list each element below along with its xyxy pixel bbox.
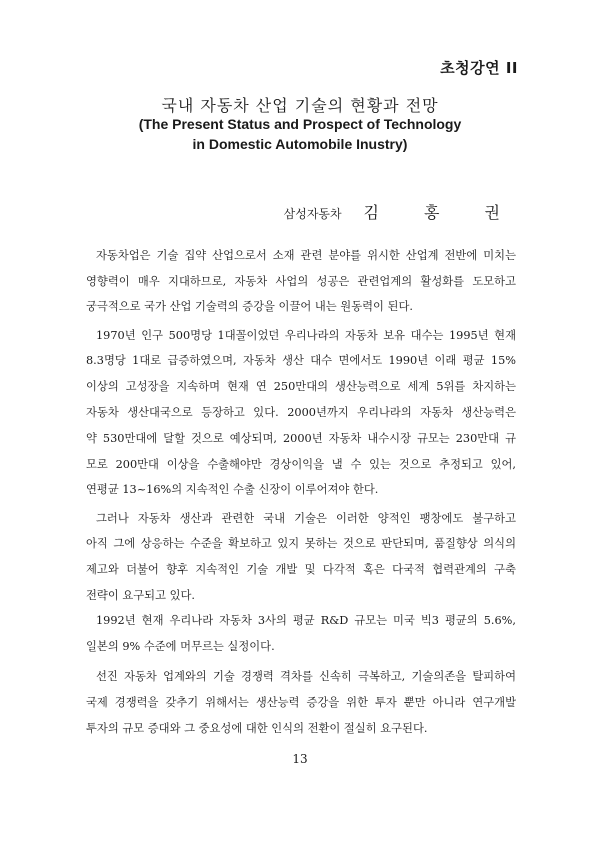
title-english-line2: in Domestic Automobile Inustry)	[192, 136, 408, 152]
page-number: 13	[292, 752, 308, 766]
paragraph-3-line-1: 그러나 자동차 생산과 관련한 국내 기술은 이러한 양적인 팽창에도 불구하고	[96, 512, 516, 525]
author-organization: 삼성자동차	[283, 207, 342, 221]
paragraph-5-line-1: 선진 자동차 업계와의 기술 경쟁력 격차를 신속히 극복하고, 기술의존을 탈피하여	[96, 670, 516, 683]
title-korean: 국내 자동차 산업 기술의 현황과 전망	[161, 96, 439, 115]
paragraph-2-line-3: 이상의 고성장을 지속하며 현재 연 250만대의 생산능력으로 세계 5위를 차지하는	[86, 380, 516, 393]
paragraph-2-line-1: 1970년 인구 500명당 1대꼴이었던 우리나라의 자동차 보유 대수는 1995년 현재	[96, 329, 516, 342]
paragraph-4-line-1: 1992년 현재 우리나라 자동차 3사의 평균 R&D 규모는 미국 빅3 평균의 5.6%,	[96, 614, 516, 627]
byline	[284, 200, 520, 223]
paragraph-2-line-7: 연평균 13~16%의 지속적인 수출 신장이 이루어져야 한다.	[86, 483, 379, 496]
paragraph-3-line-2: 아직 그에 상응하는 수준을 확보하고 있지 못하는 것으로 판단되며, 품질향상 의식의	[86, 537, 516, 550]
paragraph-5-line-3: 투자의 규모 증대와 그 중요성에 대한 인식의 전환이 절실히 요구된다.	[86, 722, 428, 735]
paragraph-2-line-5: 약 530만대에 달할 것으로 예상되며, 2000년 자동차 내수시장 규모는 230만대 규	[86, 432, 516, 445]
paragraph-1-line-3: 궁극적으로 국가 산업 기술력의 증강을 이끌어 내는 원동력이 된다.	[86, 300, 413, 313]
paragraph-4-line-2: 일본의 9% 수준에 머무르는 실정이다.	[86, 640, 275, 653]
paragraph-3-line-3: 제고와 더불어 향후 지속적인 기술 개발 및 다각적 혹은 다국적 협력관계의 구축	[86, 563, 516, 576]
title-english-line1: (The Present Status and Prospect of Technology	[138, 116, 462, 132]
paragraph-2-line-6: 모로 200만대 이상을 수출해야만 경상이익을 낼 수 있는 것으로 추정되고 있어,	[86, 458, 516, 471]
paragraph-5-line-2: 국제 경쟁력을 갖추기 위해서는 생산능력 증강을 위한 투자 뿐만 아니라 연구개발	[86, 696, 516, 709]
paragraph-2-line-4: 자동차 생산대국으로 등장하고 있다. 2000년까지 우리나라의 자동차 생산능력은	[86, 406, 516, 419]
paragraph-3-line-4: 전략이 요구되고 있다.	[86, 589, 195, 602]
section-label: 초청강연 II	[440, 59, 518, 77]
author-name: 김 홍 권	[363, 203, 520, 222]
paragraph-2-line-2: 8.3명당 1대로 급증하였으며, 자동차 생산 대수 면에서도 1990년 이래 평균 15%	[86, 354, 516, 367]
paragraph-1-line-2: 영향력이 매우 지대하므로, 자동차 사업의 성공은 관련업계의 활성화를 도모하고	[86, 275, 516, 288]
paragraph-1-line-1: 자동차업은 기술 집약 산업으로서 소재 관련 분야를 위시한 산업계 전반에 미치는	[96, 249, 516, 262]
